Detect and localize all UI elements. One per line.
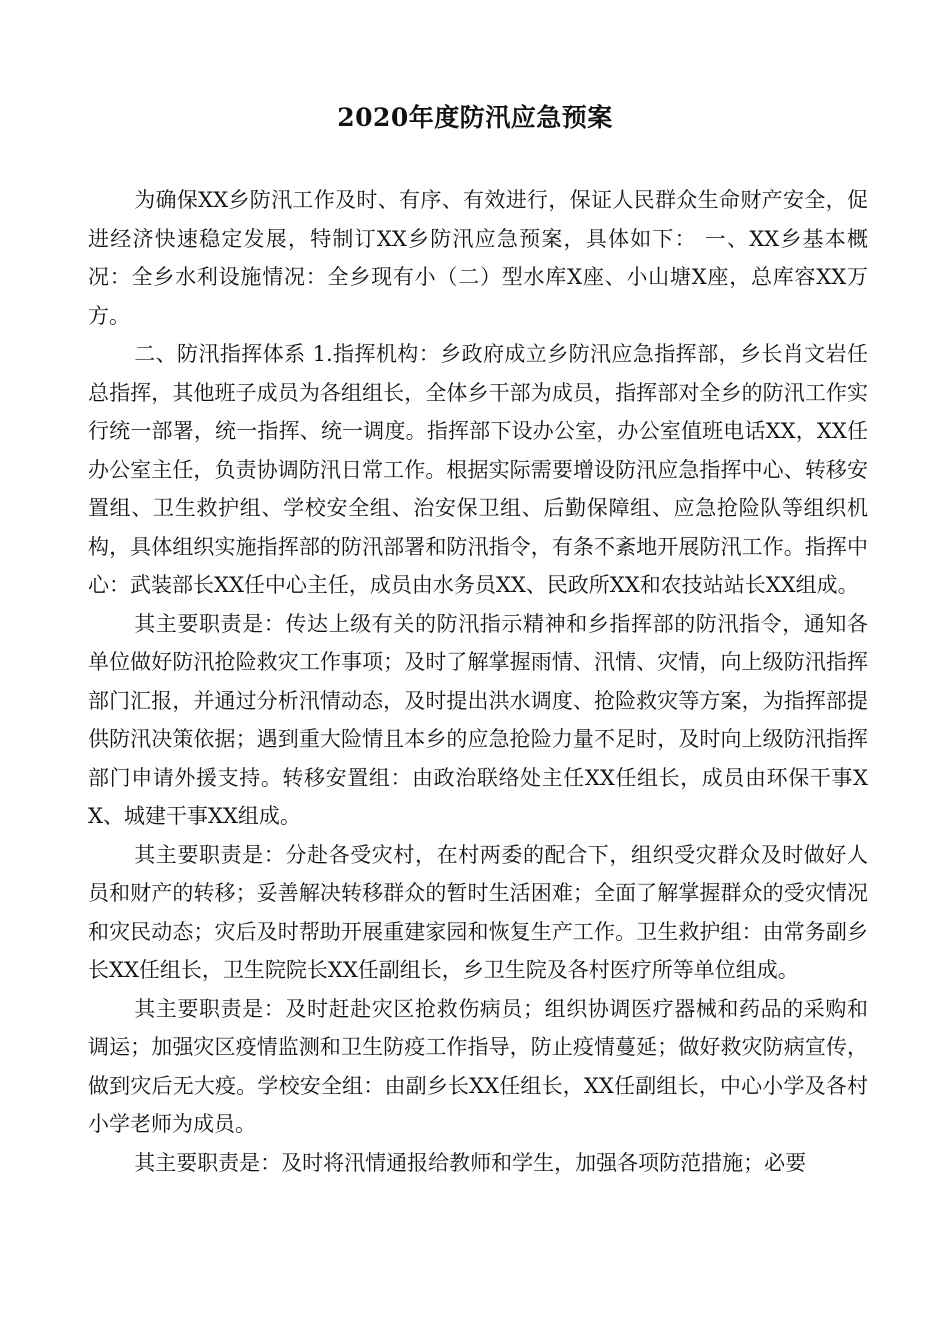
paragraph-command-center-duties: 其主要职责是：传达上级有关的防汛指示精神和乡指挥部的防汛指令，通知各单位做好防汛抢险救灾工作事项；及时了解掌握雨情、汛情、灾情，向上级防汛指挥部门汇报，并通过分析汛情动态，及时提出洪水调度、抢险救灾等方案，为指挥部提供防汛决策依据；遇到重大险情且本乡的应急抢险力量不足时，及时向上级防汛指挥部门申请外援支持。转移安置组：由政治联络处主任XX任组长，成员由环保干事XX、城建干事XX组成。 <box>88 611 868 828</box>
document-body <box>88 181 868 1182</box>
paragraph-command-system: 二、防汛指挥体系 1.指挥机构：乡政府成立乡防汛应急指挥部，乡长肖文岩任总指挥，其他班子成员为各组组长，全体乡干部为成员，指挥部对全乡的防汛工作实行统一部署，统一指挥、统一调度。指挥部下设办公室，办公室值班电话XX，XX任办公室主任，负责协调防汛日常工作。根据实际需要增设防汛应急指挥中心、转移安置组、卫生救护组、学校安全组、治安保卫组、后勤保障组、应急抢险队等组织机构，具体组织实施指挥部的防汛部署和防汛指令，有条不紊地开展防汛工作。指挥中心：武装部长XX任中心主任，成员由水务员XX、民政所XX和农技站站长XX组成。 <box>88 342 868 597</box>
paragraph-overview: 为确保XX乡防汛工作及时、有序、有效进行，保证人民群众生命财产安全，促进经济快速稳定发展，特制订XX乡防汛应急预案，具体如下： 一、XX乡基本概况：全乡水利设施情况：全乡现有小（二）型水库X座、小山塘X座，总库容XX万方。 <box>88 188 868 328</box>
paragraph-medical-duties: 其主要职责是：及时赶赴灾区抢救伤病员；组织协调医疗器械和药品的采购和调运；加强灾区疫情监测和卫生防疫工作指导，防止疫情蔓延；做好救灾防病宣传，做到灾后无大疫。学校安全组：由副乡长XX任组长，XX任副组长，中心小学及各村小学老师为成员。 <box>88 996 868 1136</box>
document-title: 2020年度防汛应急预案 <box>337 103 613 132</box>
paragraph-relocation-duties: 其主要职责是：分赴各受灾村，在村两委的配合下，组织受灾群众及时做好人员和财产的转移；妥善解决转移群众的暂时生活困难；全面了解掌握群众的受灾情况和灾民动态；灾后及时帮助开展重建家园和恢复生产工作。卫生救护组：由常务副乡长XX任组长，卫生院院长XX任副组长，乡卫生院及各村医疗所等单位组成。 <box>88 842 868 982</box>
paragraph-school-duties: 其主要职责是：及时将汛情通报给教师和学生，加强各项防范措施；必要 <box>134 1150 807 1175</box>
